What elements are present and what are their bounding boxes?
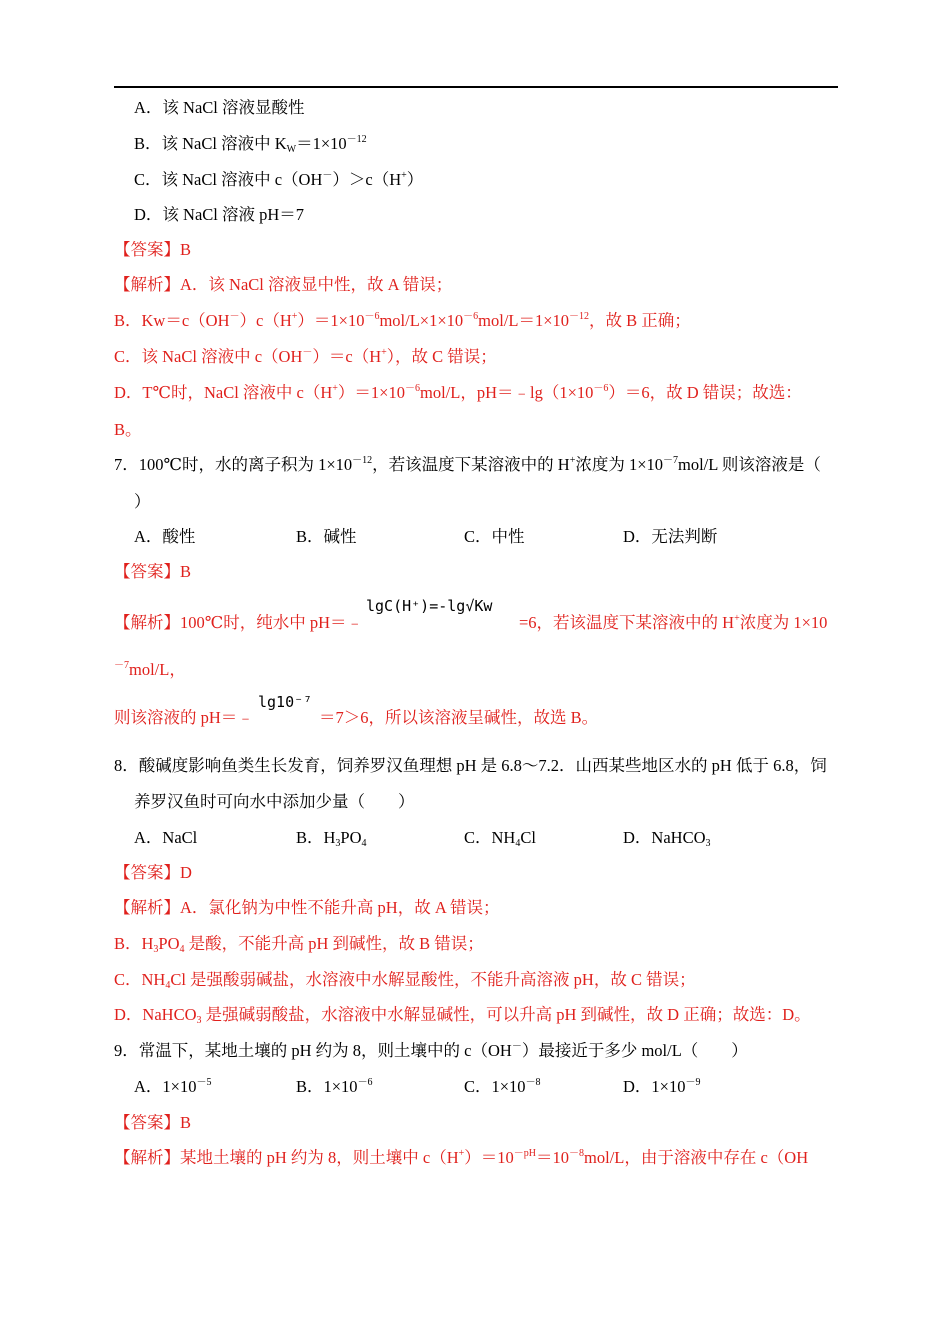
q6-explanation-d: D．T℃时，NaCl 溶液中 $c(H^+)=1\times 10^{-6}mol/L$，$pH=﹣\lg(1\times 10^{-6})=6$，故 D 错误；故选： [114,383,802,402]
q7-option-d: D．无法判断 [623,527,718,546]
q8-stem: 8．酸碱度影响鱼类生长发育，饲养罗汉鱼理想 pH 是 6.8～7.2．山西某些地区水的 pH 低于 6.8，饲 [114,756,827,775]
q9-option-c: C．$1\times 10^{-8}$ [464,1077,541,1096]
header-rule [114,86,838,88]
q9-option-d: D．$1\times 10^{-9}$ [623,1077,701,1096]
q7-explanation-line3-rest: ＝7＞6，所以该溶液呈碱性，故选 B。 [319,708,599,727]
q7-explanation-rest: =6，若该温度下某溶液中的 H+浓度为 1×10 [519,613,828,632]
q6-option-c: C．该 NaCl 溶液中 c（OH－）＞c（H+） [134,170,424,189]
q8-answer: 【答案】D [114,863,192,882]
q6-explanation-b: B．$Kw=c(OH^-)c(H^+)=1\times 10^{-6}mol/L\times 1\times 10^{-6}mol/L=1\times 10^{-12}$，故 B 正确； [114,311,691,330]
q8-explanation-d: D．NaHCO$_3$ 是强碱弱酸盐，水溶液中水解显碱性，可以升高 pH 到碱性，故 D 正确；故选：D。 [114,1005,811,1026]
q7-stem-cont: ） [134,492,151,511]
q8-option-d: D．NaHCO$_3$ [623,828,711,849]
q6-explanation-a: 【解析】A．该 NaCl 溶液显中性，故 A 错误； [114,275,453,294]
q8-explanation-b: B．$H_3PO_4$ 是酸，不能升高 pH 到碱性，故 B 错误； [114,934,484,955]
q8-explanation-a: 【解析】A．氯化钠为中性不能升高 pH，故 A 错误； [114,898,500,917]
q9-stem: 9．常温下，某地土壤的 pH 约为 8，则土壤中的 c（OH－）最接近于多少 mol/L（ ） [114,1041,748,1060]
q8-stem-cont: 养罗汉鱼时可向水中添加少量（ ） [134,792,415,811]
q9-option-b: B．$1\times 10^{-6}$ [296,1077,373,1096]
q9-answer: 【答案】B [114,1113,192,1132]
q8-option-c: C．$NH_4Cl$ [464,828,536,849]
q7-explanation-cont: $^{-7}$mol/L， [114,660,186,679]
q9-option-a: A．$1\times 10^{-5}$ [134,1077,212,1096]
q7-explanation-line3: 则该溶液的 pH＝﹣ [114,708,254,727]
q7-answer: 【答案】B [114,562,192,581]
q7-option-c: C．中性 [464,527,525,546]
q6-option-b: B．该 NaCl 溶液中 $K_W=1\times 10^{-12}$ [134,134,367,155]
q6-answer: 【答案】B [114,240,192,259]
q8-option-a: A．NaCl [134,828,198,847]
q7-explanation: 【解析】100℃时，纯水中 pH＝﹣ [114,613,363,632]
q7-stem: 7．100℃时，水的离子积为 $1\times 10^{-12}$，若该温度下某溶液中的 H+浓度为 $1\times 10^{-7}mol/L$ 则该溶液是（ [114,455,821,474]
q8-explanation-c: C．$NH_4Cl$ 是强酸弱碱盐，水溶液中水解显酸性，不能升高溶液 pH，故 C 错误； [114,970,696,991]
q6-explanation-c: C．该 NaCl 溶液中 c（OH－）＝c（H+），故 C 错误； [114,347,497,366]
q9-explanation: 【解析】某地土壤的 pH 约为 8，则土壤中 $c(H^+)=10^{-pH}=10^{-8}mol/L$，由于溶液中存在 c（OH [114,1148,809,1167]
q7-formula-image-2: lg10⁻⁷ [258,693,313,711]
q6-option-d: D．该 NaCl 溶液 pH＝7 [134,205,305,224]
q7-formula-image: lgC(H⁺)=-lg√Kw [366,597,493,615]
q8-option-b: B．$H_3PO_4$ [296,828,367,849]
q6-option-a: A．该 NaCl 溶液显酸性 [134,98,305,117]
q7-option-a: A．酸性 [134,527,196,546]
q7-option-b: B．碱性 [296,527,357,546]
q6-explanation-d-cont: B。 [114,420,142,439]
